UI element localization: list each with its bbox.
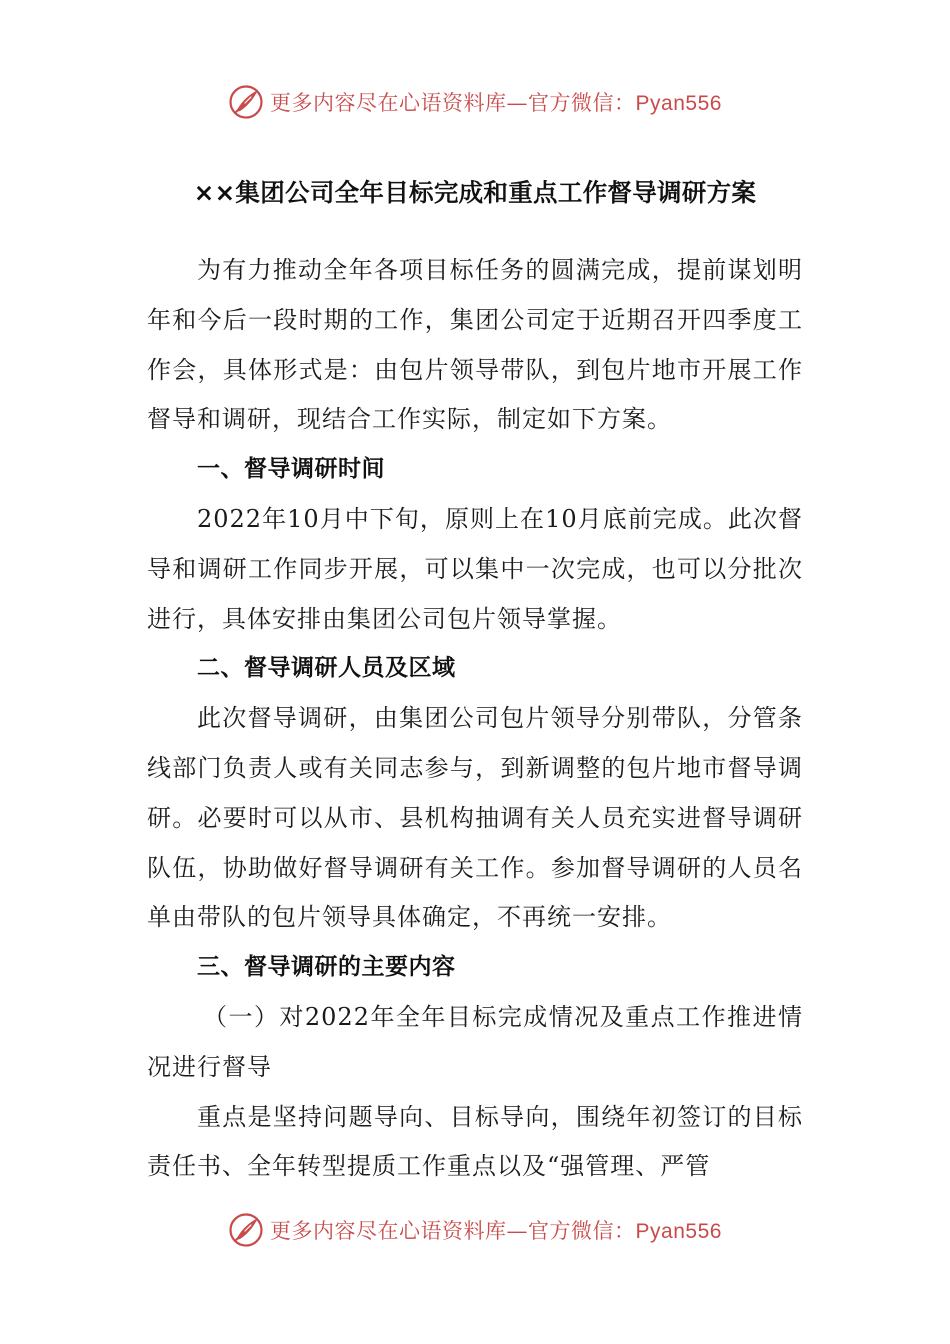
banner-wechat-id: Pyan556 xyxy=(635,1220,722,1243)
watermark-banner-top xyxy=(0,80,950,124)
banner-content xyxy=(228,84,722,120)
document-body xyxy=(147,246,803,1192)
intro-paragraph: 为有力推动全年各项目标任务的圆满完成，提前谋划明年和今后一段时期的工作，集团公司定于近期召开四季度工作会，具体形式是：由包片领导带队，到包片地市开展工作督导和调研，现结合工作实际，制定如下方案。 xyxy=(147,256,803,434)
subsection-heading-3-1: （一）对2022年全年目标完成情况及重点工作推进情况进行督导 xyxy=(147,1002,803,1081)
document-title: ××集团公司全年目标完成和重点工作督导调研方案 xyxy=(193,178,757,207)
banner-text-cn: 更多内容尽在心语资料库—官方微信： xyxy=(270,1219,636,1243)
section-heading-3: 三、督导调研的主要内容 xyxy=(197,954,456,981)
section-heading-2: 二、督导调研人员及区域 xyxy=(197,655,456,682)
banner-content xyxy=(228,1212,722,1248)
section-1-paragraph: 2022年10月中下旬，原则上在10月底前完成。此次督导和调研工作同步开展，可以集中一次完成，也可以分批次进行，具体安排由集团公司包片领导掌握。 xyxy=(147,504,803,633)
section-2-paragraph: 此次督导调研，由集团公司包片领导分别带队，分管条线部门负责人或有关同志参与，到新调整的包片地市督导调研。必要时可以从市、县机构抽调有关人员充实进督导调研队伍，协助做好督导调研有关工作。参加督导调研的人员名单由带队的包片领导具体确定，不再统一安排。 xyxy=(147,704,803,932)
quill-pen-logo-icon xyxy=(228,84,264,120)
watermark-banner-bottom xyxy=(0,1208,950,1252)
section-heading-1: 一、督导调研时间 xyxy=(197,456,385,483)
quill-pen-logo-icon xyxy=(228,1212,264,1248)
section-3-paragraph: 重点是坚持问题导向、目标导向，围绕年初签订的目标责任书、全年转型提质工作重点以及“强管理、严管 xyxy=(147,1102,803,1181)
banner-text xyxy=(270,1215,722,1245)
banner-text xyxy=(270,87,722,117)
banner-wechat-id: Pyan556 xyxy=(635,92,722,115)
banner-text-cn: 更多内容尽在心语资料库—官方微信： xyxy=(270,91,636,115)
